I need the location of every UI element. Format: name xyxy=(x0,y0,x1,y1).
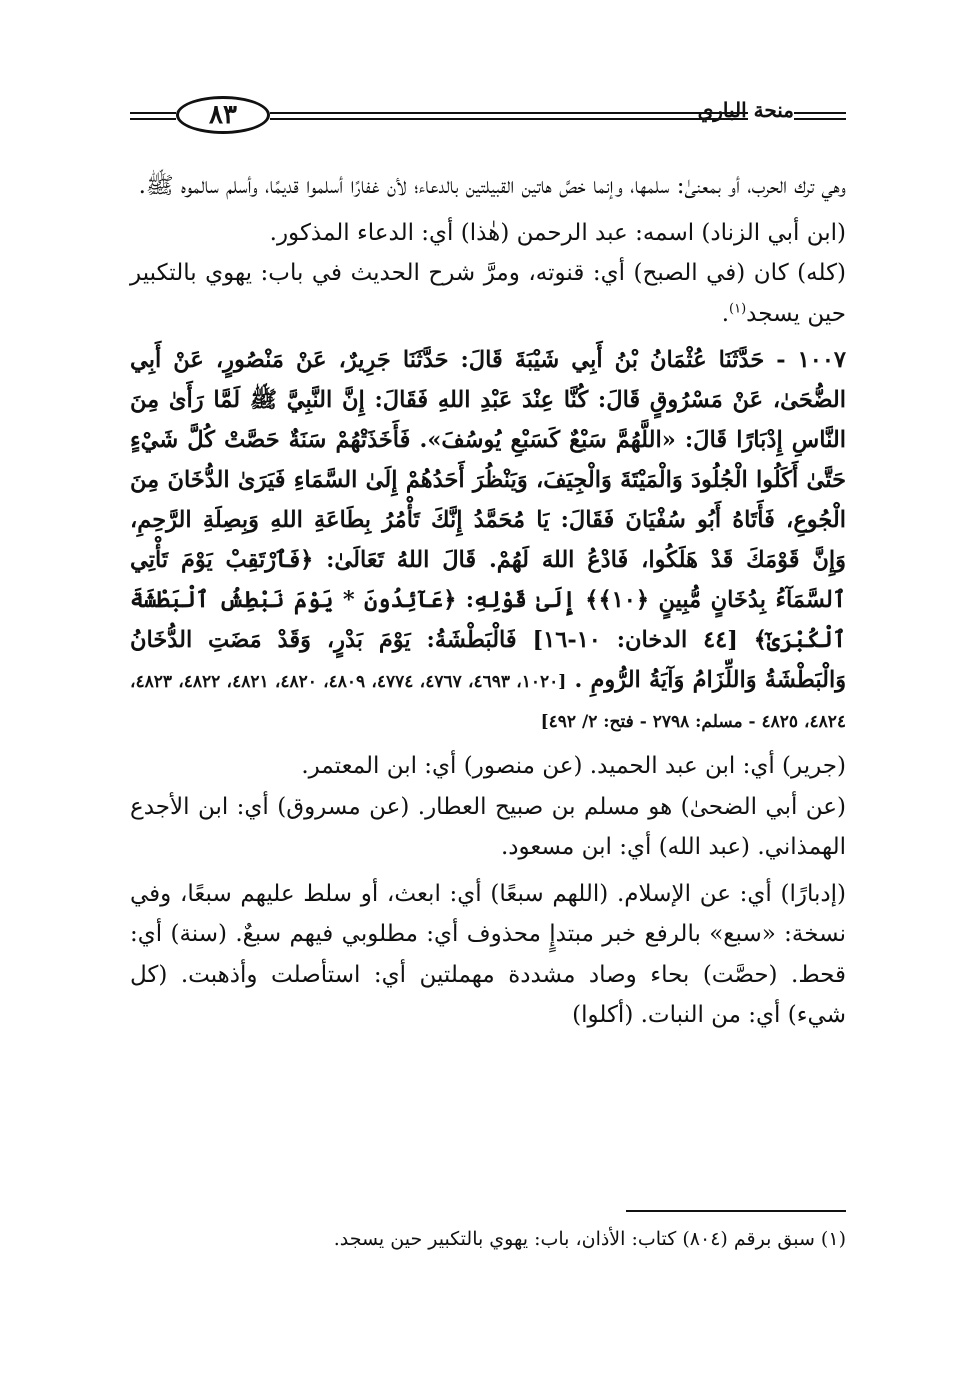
paragraph-4: (جرير) أي: ابن عبد الحميد. (عن منصور) أي: ابن المعتمر. xyxy=(301,753,846,779)
paragraph-3 xyxy=(130,253,846,334)
hadith-text: ١٠٠٧ - حَدَّثَنَا عُثْمَانُ بْنُ أَبِي شَيْبَةَ قَالَ: حَدَّثَنَا جَرِيرٌ، عَنْ مَنْصُورٍ، عَنْ أَبِي الضُّحَىٰ، عَنْ مَسْرُوقٍ قَالَ: كُنَّا عِنْدَ عَبْدِ اللهِ فَقَالَ: إِنَّ النَّبِيَّ ﷺ لَمَّا رَأَىٰ مِنَ النَّاسِ إِدْبَارًا قَالَ: «اللَّهُمَّ سَبْعٌ كَسَبْعِ يُوسُفَ». فَأَخَذَتْهُمْ سَنَةٌ حَصَّتْ كُلَّ شَيْءٍ حَتَّىٰ أَكَلُوا الْجُلُودَ وَالْمَيْتَةَ وَالْجِيَفَ، وَيَنْظُرَ أَحَدُهُمْ إِلَىٰ السَّمَاءِ فَيَرَىٰ الدُّخَانَ مِنَ الْجُوعِ، فَأَتَاهُ أَبُو سُفْيَانَ فَقَالَ: يَا مُحَمَّدُ إِنَّكَ تَأْمُرُ بِطَاعَةِ اللهِ وَبِصِلَةِ الرَّحِمِ، وَإِنَّ قَوْمَكَ قَدْ هَلَكُوا، فَادْعُ اللهَ لَهُمْ. قَالَ اللهُ تَعَالَىٰ: ﴿فَٱرْتَقِبْ يَوْمَ تَأْتِي ٱلسَّمَآءُ بِدُخَانٍ مُّبِينٍ ﴿١٠﴾﴾ إِلَىٰ قَوْلِهِ: ﴿عَآئِدُونَ * يَوْمَ نَبْطِشُ ٱلْبَطْشَةَ ٱلْكُبْرَىٰٓ﴾ [٤٤ الدخان: ١٠-١٦] فَالْبَطْشَةُ: يَوْمَ بَدْرٍ، وَقَدْ مَضَتِ الدُّخَانُ وَالْبَطْشَةُ وَاللِّزَامُ وَآيَةُ الرُّومِ . xyxy=(130,347,847,693)
main-text xyxy=(130,166,846,1036)
book-title: منحة الباري xyxy=(697,98,794,122)
page-header xyxy=(130,94,846,142)
hadith-paragraph xyxy=(130,340,846,740)
paragraph-3-text: (كله) كان (في الصبح) أي: قنوته، ومرَّ شرح الحديث في باب: يهوي بالتكبير حين يسجد xyxy=(130,260,846,327)
footnote-marker: (١) xyxy=(729,300,747,316)
page-number: ٨٣ xyxy=(176,96,270,134)
paragraph-6: (إدبارًا) أي: عن الإسلام. (اللهم سبعًا) أي: ابعث، أو سلط عليهم سبعًا، وفي نسخة: «سبع» بالرفع خبر مبتدإٍ محذوف أي: مطلوبي فيهم سبعٌ. (سنة) أي: قحط. (حصَّت) بحاء وصاد مشددة مهملتين أي: استأصلت وأذهبت. (كل شيء) أي: من النبات. (أكلوا) xyxy=(130,880,846,1028)
header-rule-middle xyxy=(270,112,748,120)
paragraph-1: وهي ترك الحرب، أو بمعنىٰ: سلمها، وإنما خصَّ هاتين القبيلتين بالدعاء؛ لأن غفارًا أسلموا قديمًا، وأسلم سالموه ﷺ. xyxy=(138,173,846,199)
footnote-separator xyxy=(626,1210,846,1212)
footnote: (١) سبق برقم (٨٠٤) كتاب: الأذان، باب: يهوي بالتكبير حين يسجد. xyxy=(333,1228,846,1250)
hadith-references: [١٠٢٠، ٤٦٩٣، ٤٧٦٧، ٤٧٧٤، ٤٨٠٩، ٤٨٢٠، ٤٨٢١، ٤٨٢٢، ٤٨٢٣، ٤٨٢٤، ٤٨٢٥ - مسلم: ٢٧٩٨ - فتح: ٢/ ٤٩٢] xyxy=(130,672,846,732)
paragraph-3-end: . xyxy=(721,300,730,327)
paragraph-5: (عن أبي الضحىٰ) هو مسلم بن صبيح العطار. (عن مسروق) أي: ابن الأجدع الهمذاني. (عبد الله) أي: ابن مسعود. xyxy=(130,793,846,860)
paragraph-2: (ابن أبي الزناد) اسمه: عبد الرحمن (هٰذا) أي: الدعاء المذكور. xyxy=(269,219,846,246)
header-rule-right xyxy=(794,112,846,120)
header-rule-left xyxy=(130,112,176,120)
